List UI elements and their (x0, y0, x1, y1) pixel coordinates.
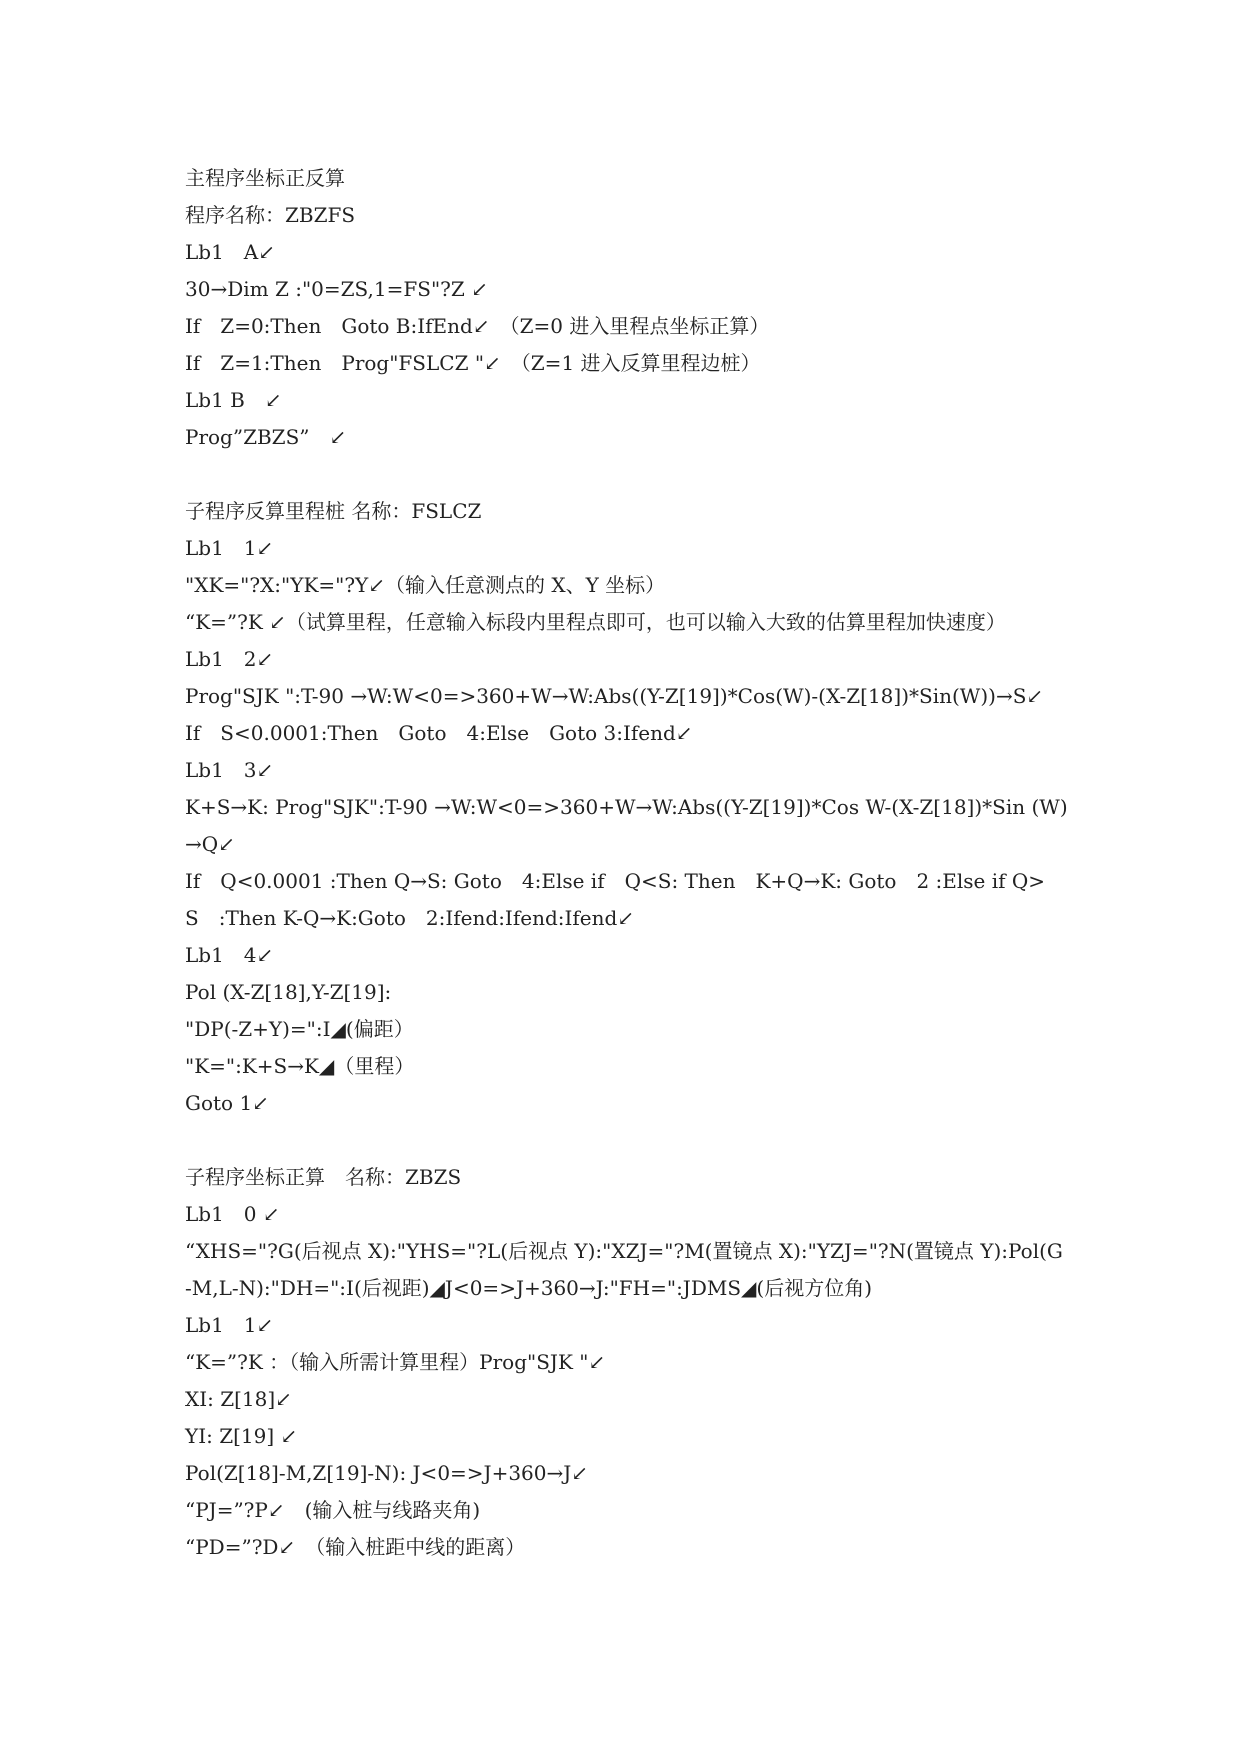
section-spacer (185, 1122, 1085, 1159)
main-program-section (185, 160, 1085, 456)
code-line: If Z=0:Then Goto B:IfEnd↙ （Z=0 进入里程点坐标正算） (185, 314, 770, 338)
code-line: Lb1 0 ↙ (185, 1202, 280, 1226)
code-line: Lb1 1↙ (185, 536, 274, 560)
code-line: Lb1 1↙ (185, 1313, 274, 1337)
zbzs-subprogram-section (185, 1159, 1085, 1566)
code-line: If Q<0.0001 :Then Q→S: Goto 4:Else if Q<S: Then K+Q→K: Goto 2 :Else if Q> (185, 869, 1046, 893)
code-line: Prog"SJK ":T-90 →W:W<0=>360+W→W:Abs((Y-Z[19])*Cos(W)-(X-Z[18])*Sin(W))→S↙ (185, 684, 1044, 708)
code-line: “XHS="?G(后视点 X):"YHS="?L(后视点 Y):"XZJ="?M(置镜点 X):"YZJ="?N(置镜点 Y):Pol(G (185, 1239, 1063, 1263)
code-line: Prog”ZBZS” ↙ (185, 425, 347, 449)
section-heading: 子程序坐标正算 名称：ZBZS (185, 1165, 462, 1189)
program-listing (185, 160, 1085, 1566)
code-line: "DP(-Z+Y)=":I◢(偏距） (185, 1017, 414, 1041)
code-line: Lb1 4↙ (185, 943, 274, 967)
code-line: Lb1 B ↙ (185, 388, 282, 412)
code-line: Goto 1↙ (185, 1091, 269, 1115)
code-line: YI: Z[19] ↙ (185, 1424, 298, 1448)
code-line: Lb1 3↙ (185, 758, 274, 782)
program-name-line: 程序名称：ZBZFS (185, 203, 356, 227)
fslcz-subprogram-section (185, 493, 1085, 1122)
code-line: If S<0.0001:Then Goto 4:Else Goto 3:Ifend↙ (185, 721, 693, 745)
code-line: S :Then K-Q→K:Goto 2:Ifend:Ifend:Ifend↙ (185, 906, 635, 930)
code-line: Pol(Z[18]-M,Z[19]-N): J<0=>J+360→J↙ (185, 1461, 589, 1485)
code-line: XI: Z[18]↙ (185, 1387, 292, 1411)
section-heading: 主程序坐标正反算 (185, 166, 345, 190)
code-line: Pol (X-Z[18],Y-Z[19]: (185, 980, 392, 1004)
code-line: If Z=1:Then Prog"FSLCZ "↙ （Z=1 进入反算里程边桩） (185, 351, 761, 375)
code-line: K+S→K: Prog"SJK":T-90 →W:W<0=>360+W→W:Abs((Y-Z[19])*Cos W-(X-Z[18])*Sin (W) (185, 795, 1068, 819)
code-line: “K=”?K ↙（试算里程，任意输入标段内里程点即可，也可以输入大致的估算里程加快速度） (185, 610, 1006, 634)
code-line: “K=”?K ：（输入所需计算里程）Prog"SJK "↙ (185, 1350, 606, 1374)
section-heading: 子程序反算里程桩 名称：FSLCZ (185, 499, 482, 523)
code-line: “PJ=”?P↙ (输入桩与线路夹角) (185, 1498, 481, 1522)
section-spacer (185, 456, 1085, 493)
code-line: →Q↙ (185, 832, 235, 856)
code-line: “PD=”?D↙ （输入桩距中线的距离） (185, 1535, 526, 1559)
code-line: Lb1 2↙ (185, 647, 274, 671)
code-line: "XK="?X:"YK="?Y↙（输入任意测点的 X、Y 坐标） (185, 573, 666, 597)
code-line: Lb1 A↙ (185, 240, 276, 264)
code-line: "K=":K+S→K◢（里程） (185, 1054, 415, 1078)
code-line: 30→Dim Z :"0=ZS,1=FS"?Z ↙ (185, 277, 488, 301)
code-line: -M,L-N):"DH=":I(后视距)◢J<0=>J+360→J:"FH=":JDMS◢(后视方位角) (185, 1276, 873, 1300)
